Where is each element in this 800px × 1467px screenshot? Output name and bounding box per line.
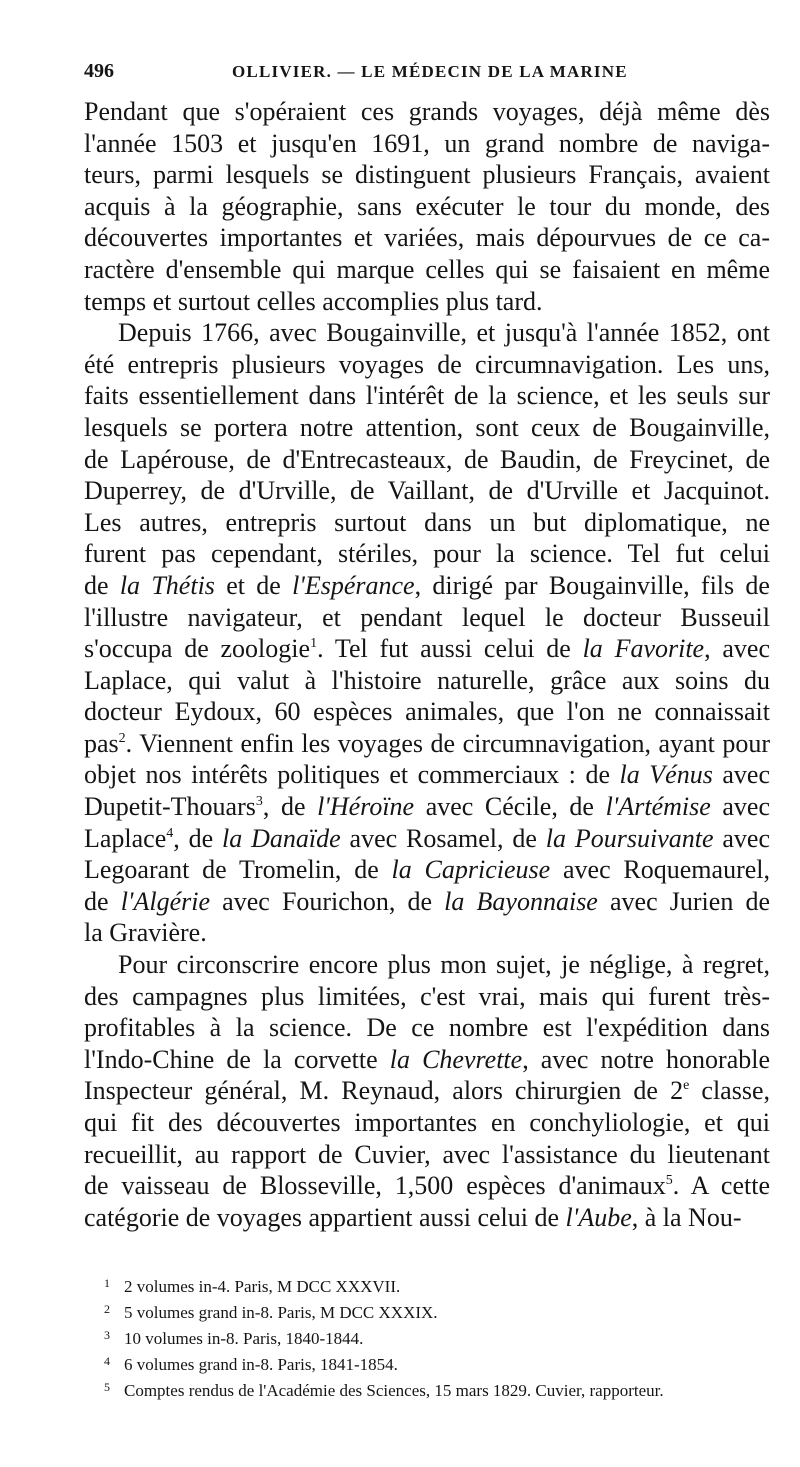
text-line: faits essentiellement dans l'intérêt de la science, et les seuls sur — [84, 381, 770, 411]
italic-title: la Chevrette — [389, 1044, 523, 1074]
italic-title: l'Héroïne — [317, 792, 415, 822]
text-line: temps et surtout celles accomplies plus tard. — [84, 286, 543, 316]
text-line: Pendant que s'opéraient ces grands voyages, déjà même dès — [84, 97, 770, 126]
footnotes — [104, 1272, 784, 1402]
text-line: catégorie de voyages appartient aussi celui de l'Aube, à la Nou- — [84, 1202, 742, 1232]
text-line: Legoarant de Tromelin, de la Capricieuse avec Roquemaurel, — [84, 855, 770, 885]
text-line: qui fit des découvertes importantes en conchyliologie, et qui — [84, 1108, 770, 1137]
footnote-mark: 1 — [104, 1276, 110, 1290]
running-head: OLLIVIER. — LE MÉDECIN DE LA MARINE — [232, 62, 628, 81]
footnote — [104, 1350, 784, 1376]
text-line: s'occupa de zoologie$^1$. Tel fut aussi celui de la Favorite, avec — [84, 634, 770, 664]
text-line: de Lapérouse, de d'Entrecasteaux, de Baudin, de Freycinet, de — [84, 444, 770, 474]
footnote — [104, 1376, 784, 1402]
text-line: Depuis 1766, avec Bougainville, et jusqu'à l'année 1852, ont — [118, 318, 770, 348]
italic-title: l'Artémise — [605, 792, 711, 822]
text-line: Duperrey, de d'Urville, de Vaillant, de d'Urville et Jacquinot. — [84, 476, 770, 506]
footnote — [104, 1272, 784, 1298]
footnote-text: 10 volumes in-8. Paris, 1840-1844. — [124, 1329, 364, 1348]
italic-title: la Favorite — [582, 634, 705, 664]
text-line: acquis à la géographie, sans exécuter le tour du monde, des — [84, 191, 770, 221]
footnote-ref: 2 — [118, 730, 126, 746]
footnote-mark: 5 — [104, 1380, 110, 1394]
text-line: Dupetit-Thouars$^3$, de l'Héroïne avec Cécile, de l'Artémise avec — [84, 792, 770, 822]
italic-title: la Capricieuse — [391, 855, 551, 885]
footnote-mark: 4 — [104, 1354, 110, 1368]
italic-title: l'Espérance — [292, 570, 415, 600]
text-line: Laplace$^4$, de la Danaïde avec Rosamel, de la Poursuivante avec — [84, 823, 771, 853]
footnote-text: 2 volumes in-4. Paris, M DCC XXXVII. — [124, 1277, 401, 1296]
text-line: de l'Algérie avec Fourichon, de la Bayonnaise avec Jurien de — [84, 886, 771, 916]
text-line: lesquels se portera notre attention, sont ceux de Bougainville, — [84, 412, 770, 442]
italic-title: l'Aube — [565, 1202, 632, 1232]
italic-title: la Danaïde — [222, 823, 341, 853]
italic-title: la Bayonnaise — [444, 886, 598, 916]
footnote-ref: 4 — [166, 825, 174, 841]
text-line: recueillit, au rapport de Cuvier, avec l'assistance du lieutenant — [84, 1139, 770, 1169]
text-line: l'année 1503 et jusqu'en 1691, un grand nombre de naviga- — [84, 128, 770, 158]
body-text — [84, 96, 770, 1233]
text-line: Laplace, qui valut à l'histoire naturelle, grâce aux soins du — [84, 665, 770, 695]
text-line: de la Thétis et de l'Espérance, dirigé par Bougainville, fils de — [84, 570, 770, 600]
text-line: l'Indo-Chine de la corvette la Chevrette, avec notre honorable — [84, 1044, 771, 1074]
text-line: teurs, parmi lesquels se distinguent plusieurs Français, avaient — [84, 160, 770, 190]
italic-title: la Thétis — [119, 570, 215, 600]
footnote-ref: e — [683, 1078, 690, 1094]
text-line: des campagnes plus limitées, c'est vrai, mais qui furent très- — [84, 981, 770, 1011]
footnote-text: Comptes rendus de l'Académie des Sciences, 15 mars 1829. Cuvier, rapporteur. — [124, 1381, 664, 1400]
footnote-mark: 2 — [104, 1302, 110, 1316]
text-line: découvertes importantes et variées, mais dépourvues de ce ca- — [84, 223, 770, 253]
italic-title: la Vénus — [619, 760, 713, 790]
text-line: la Gravière. — [84, 918, 207, 948]
text-line: de vaisseau de Blosseville, 1,500 espèces d'animaux$^5$. A cette — [84, 1171, 770, 1201]
footnote-ref: 3 — [255, 794, 263, 810]
text-line: Les autres, entrepris surtout dans un but diplomatique, ne — [84, 507, 770, 537]
italic-title: la Poursuivante — [545, 823, 714, 853]
text-line: pas$^2$. Viennent enfin les voyages de circumnavigation, ayant pour — [84, 728, 770, 758]
text-line: été entrepris plusieurs voyages de circumnavigation. Les uns, — [84, 349, 770, 379]
page-number: 496 — [84, 60, 114, 82]
text-line: l'illustre navigateur, et pendant lequel le docteur Busseuil — [84, 602, 770, 632]
footnote-ref: 5 — [665, 1173, 673, 1189]
text-line: docteur Eydoux, 60 espèces animales, que l'on ne connaissait — [84, 697, 770, 727]
footnote-ref: 1 — [310, 636, 318, 652]
footnote-text: 5 volumes grand in-8. Paris, M DCC XXXIX. — [124, 1303, 438, 1322]
text-line: Inspecteur général, M. Reynaud, alors chirurgien de 2e classe, — [84, 1076, 770, 1106]
page-header — [84, 58, 764, 92]
footnote — [104, 1298, 784, 1324]
footnote-text: 6 volumes grand in-8. Paris, 1841-1854. — [124, 1355, 398, 1374]
text-line: ractère d'ensemble qui marque celles qui se faisaient en même — [84, 254, 770, 284]
italic-title: l'Algérie — [120, 886, 211, 916]
text-line: objet nos intérêts politiques et commerciaux : de la Vénus avec — [84, 760, 771, 790]
text-line: furent pas cependant, stériles, pour la science. Tel fut celui — [84, 539, 770, 569]
footnote — [104, 1324, 784, 1350]
text-line: Pour circonscrire encore plus mon sujet, je néglige, à regret, — [118, 950, 770, 980]
footnote-mark: 3 — [104, 1328, 110, 1342]
text-line: profitables à la science. De ce nombre est l'expédition dans — [84, 1013, 770, 1043]
